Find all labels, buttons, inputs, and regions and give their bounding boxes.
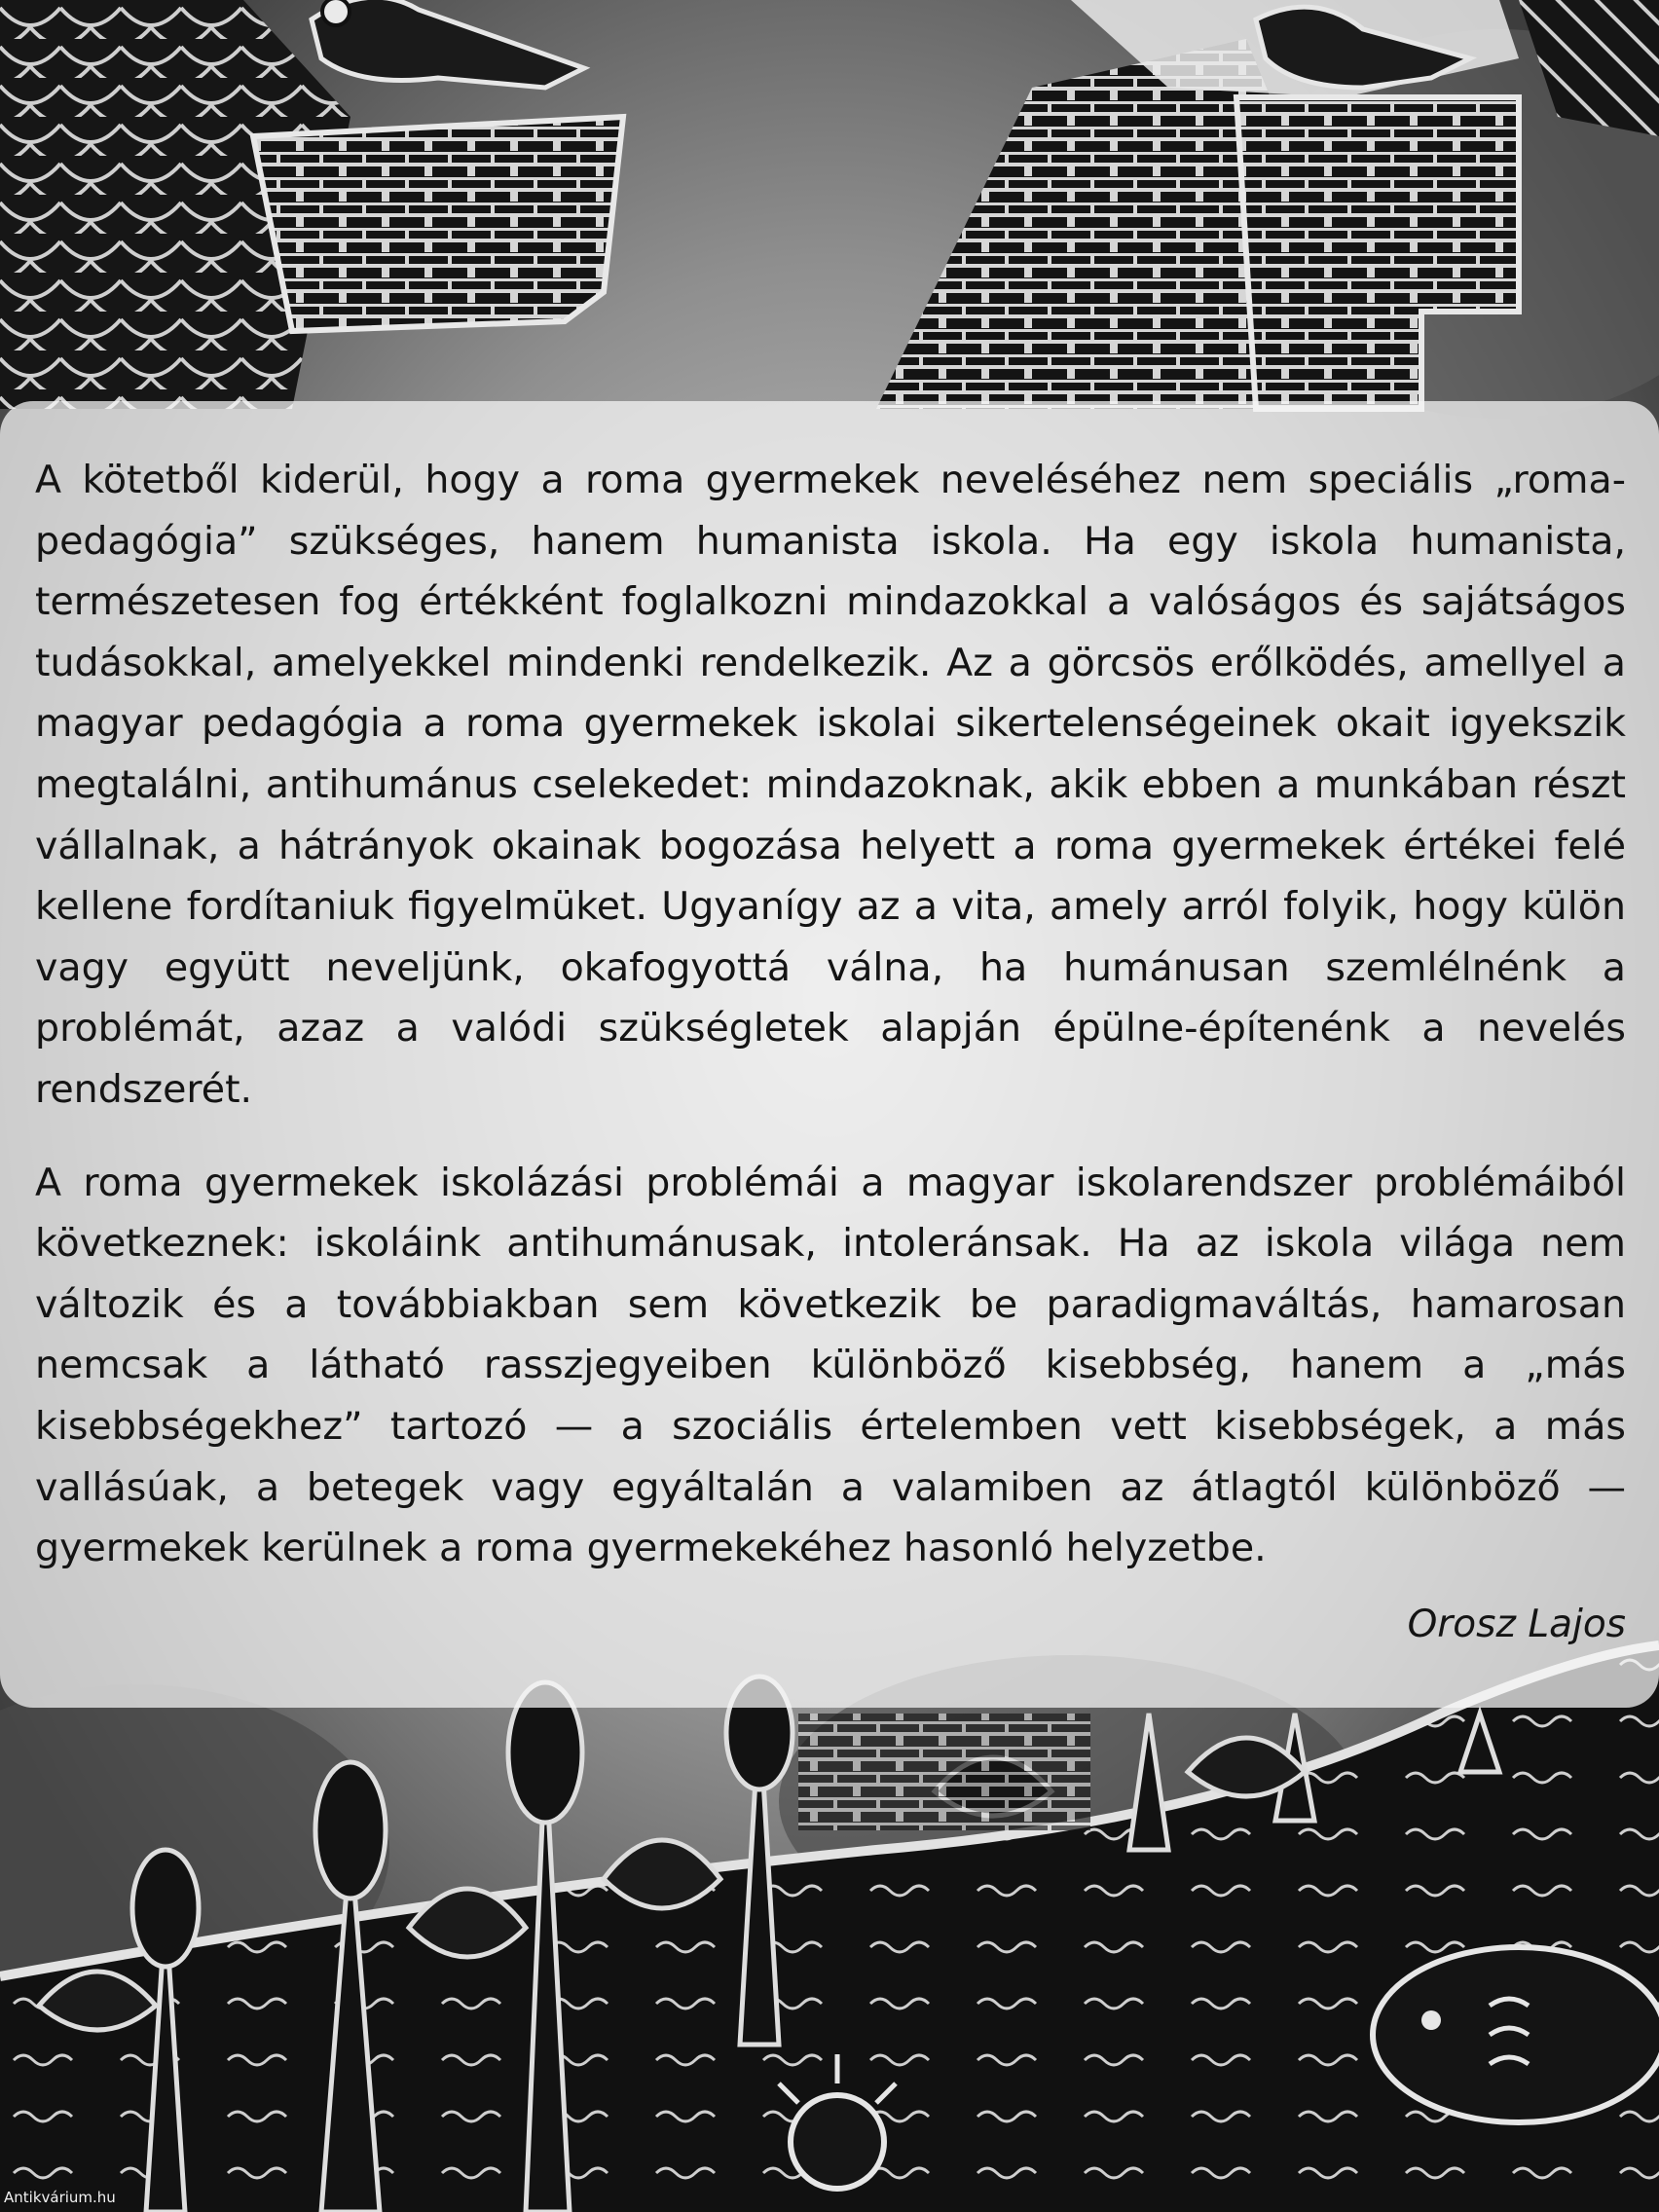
paragraph-2: A roma gyermekek iskolázási problémái a magyar iskolarendszer problémáiból következnek: iskoláink antihumánusak, intoleránsak. Ha az iskola világa nem változik és a továbbiakban sem következik be paradigmaváltás, hamarosan nemcsak a látható rasszjegyeiben különböző kisebbség, hanem a „más kisebbségekhez” tartozó — a szociális értelemben vett kisebbségek, a más vallásúak, a betegek vagy egyáltalán a valamiben az átlagtól különböző — gyermekek kerülnek a roma gyermekekéhez hasonló helyzetbe. bbox=[35, 1160, 1626, 1571]
text-panel bbox=[0, 401, 1659, 1708]
watermark: Antikvárium.hu bbox=[4, 2189, 116, 2206]
author-signature: Orosz Lajos bbox=[1407, 1602, 1626, 1646]
paragraph-1: A kötetből kiderül, hogy a roma gyermekek neveléséhez nem speciális „romapedagógia” szükséges, hanem humanista iskola. Ha egy iskola humanista, természetesen fog értékként foglalkozni mindazokkal a valóságos és sajátságos tudásokkal, amelyekkel mindenki rendelkezik. Az a görcsös erőlködés, amellyel a magyar pedagógia a roma gyermekek iskolai sikertelenségeinek okait igyekszik megtalálni, antihumánus cselekedet: mindazoknak, akik ebben a munkában részt vállalnak, a hátrányok okainak bogozása helyett a roma gyermekek értékei felé kellene fordítaniuk figyelmüket. Ugyanígy az a vita, amely arról folyik, hogy külön vagy együtt neveljünk, okafogyottá válna, ha humánusan szemlélnénk a problémát, azaz a valódi szükségletek alapján épülne-építenénk a nevelés rendszerét. bbox=[35, 458, 1626, 1112]
